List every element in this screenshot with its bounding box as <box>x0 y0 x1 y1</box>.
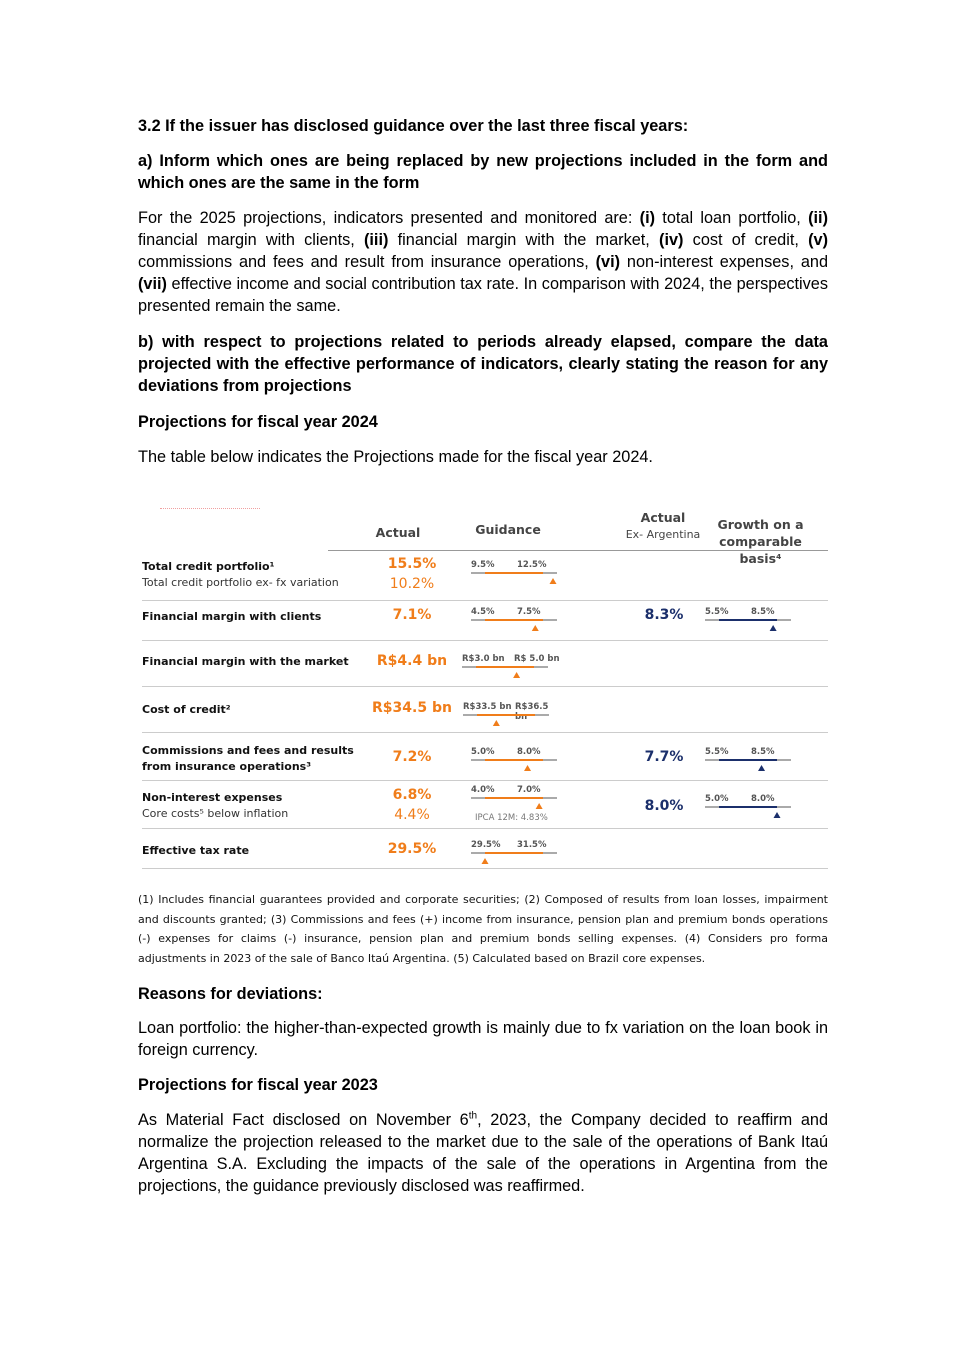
row-label-total-credit: Total credit portfolio¹ Total credit portfolio ex- fx variation <box>142 560 339 589</box>
row-divider <box>142 640 828 641</box>
actual-value: 6.8% <box>392 787 432 803</box>
actual-value: 29.5% <box>387 841 437 857</box>
range-marker-icon <box>536 803 543 809</box>
range-high-label: R$ 5.0 bn <box>514 654 560 664</box>
range-low-label: R$33.5 bn <box>463 702 512 712</box>
proj2024-heading: Projections for fiscal year 2024 <box>138 413 378 431</box>
row-divider <box>142 828 828 829</box>
range-low-label: 29.5% <box>471 840 501 850</box>
row-label-fin-margin-clients: Financial margin with clients <box>142 610 322 623</box>
range-marker-icon <box>513 672 520 678</box>
range-low-label: 5.0% <box>705 794 729 804</box>
range-high-label: 31.5% <box>517 840 547 850</box>
row-divider <box>142 600 828 601</box>
range-low-label: 9.5% <box>471 560 495 570</box>
header-growth-comparable: Growth on a comparable basis⁴ <box>717 517 804 566</box>
range-high-label: 7.5% <box>517 607 541 617</box>
comparable-range <box>705 794 805 830</box>
range-marker-icon <box>758 765 765 771</box>
actual-value-secondary: 4.4% <box>394 807 430 823</box>
range-bar <box>471 617 557 639</box>
table-footnote: (1) Includes financial guarantees provided and corporate securities; (2) Composed of results from loan losses, impairment and discounts granted; (3) Commissions and fees (+) income from insurance, pension plan and premium bonds operations (-) expenses for claims (-) insurance, pension plan and premium bonds selling expenses. (4) Considers pro forma adjustments in 2023 of the sale of Banco Itaú Argentina. (5) Calculated based on Brazil core expenses. <box>138 893 828 965</box>
comparable-range <box>705 607 805 643</box>
range-high-label: 8.0% <box>517 747 541 757</box>
proj2023-text: As Material Fact disclosed on November 6th, 2023, the Company decided to reaffirm and normalize the projection released to the market due to the sale of the operations of Bank Itaú Argentina S.A. Excluding the impacts of the sale of the operations in Argentina from the projections, the guidance previously disclosed was reaffirmed. <box>138 1110 829 1195</box>
range-low-label: 4.0% <box>471 785 495 795</box>
range-high-label: R$36.5 bn <box>515 702 549 722</box>
actual-value-secondary: 10.2% <box>389 576 435 592</box>
guidance-range <box>471 785 571 821</box>
header-actual: Actual <box>375 525 421 540</box>
row-divider <box>142 868 828 869</box>
decorative-dotted-line <box>160 508 260 509</box>
a-heading: a) Inform which ones are being replaced by new projections included in the form and which ones are the same in the form <box>138 152 828 192</box>
range-high-label: 8.5% <box>751 747 775 757</box>
guidance-table <box>138 500 828 870</box>
range-bar <box>471 757 557 779</box>
range-high-label: 8.0% <box>751 794 775 804</box>
reasons-heading: Reasons for deviations: <box>138 985 323 1003</box>
header-guidance: Guidance <box>475 522 541 537</box>
range-low-label: 4.5% <box>471 607 495 617</box>
proj2024-text: The table below indicates the Projections made for the fiscal year 2024. <box>138 448 653 466</box>
row-label-non-interest-expenses: Non-interest expenses Core costs⁵ below inflation <box>142 791 289 820</box>
actual-ex-argentina-value: 8.3% <box>644 607 684 623</box>
proj2023-heading: Projections for fiscal year 2023 <box>138 1076 378 1094</box>
range-bar <box>471 570 557 592</box>
range-low-label: 5.5% <box>705 607 729 617</box>
header-divider <box>328 550 828 551</box>
row-divider <box>142 686 828 687</box>
range-high-label: 7.0% <box>517 785 541 795</box>
guidance-range <box>471 560 571 596</box>
range-bar <box>705 804 791 826</box>
actual-value: R$34.5 bn <box>372 700 452 716</box>
actual-value: 7.1% <box>392 607 432 623</box>
b-heading: b) with respect to projections related to periods already elapsed, compare the data projected with the effective performance of indicators, clearly stating the reason for any deviations from projections <box>138 333 828 395</box>
range-marker-icon <box>774 812 781 818</box>
range-marker-icon <box>532 625 539 631</box>
guidance-range <box>471 840 571 876</box>
row-label-fin-margin-market: Financial margin with the market <box>142 655 349 668</box>
range-marker-icon <box>524 765 531 771</box>
range-high-label: 8.5% <box>751 607 775 617</box>
actual-value: 15.5% <box>387 556 437 572</box>
row-divider <box>142 732 828 733</box>
range-bar <box>705 617 791 639</box>
row-label-effective-tax: Effective tax rate <box>142 844 250 857</box>
actual-ex-argentina-value: 8.0% <box>644 798 684 814</box>
range-bar <box>705 757 791 779</box>
range-bar <box>463 712 549 734</box>
range-marker-icon <box>770 625 777 631</box>
header-actual-ex-argentina: Actual Ex- Argentina <box>625 510 701 541</box>
guidance-range <box>471 747 571 783</box>
actual-value: 7.2% <box>392 749 432 765</box>
range-marker-icon <box>482 858 489 864</box>
a-paragraph: For the 2025 projections, indicators presented and monitored are: (i) total loan portfolio, (ii) financial margin with clients, (iii) financial margin with the market, (iv) cost of credit, (v) commissions and fees and result from insurance operations, (vi) non-interest expenses, and (vii) effective income and social contribution tax rate. In comparison with 2024, the perspectives presented remain the same. <box>138 209 828 315</box>
guidance-range <box>471 607 571 643</box>
row-label-commissions: Commissions and fees and results from insurance operations³ <box>142 744 354 773</box>
range-marker-icon <box>493 720 500 726</box>
comparable-range <box>705 747 805 783</box>
actual-value: R$4.4 bn <box>376 653 448 669</box>
section-heading: 3.2 If the issuer has disclosed guidance over the last three fiscal years: <box>138 117 689 135</box>
range-bar <box>462 664 548 686</box>
row-label-cost-of-credit: Cost of credit² <box>142 703 231 716</box>
range-low-label: 5.5% <box>705 747 729 757</box>
range-marker-icon <box>550 578 557 584</box>
row-divider <box>142 780 828 781</box>
guidance-range <box>462 654 562 690</box>
range-high-label: 12.5% <box>517 560 547 570</box>
actual-ex-argentina-value: 7.7% <box>644 749 684 765</box>
guidance-note: IPCA 12M: 4.83% <box>475 813 548 823</box>
range-low-label: 5.0% <box>471 747 495 757</box>
range-low-label: R$3.0 bn <box>462 654 505 664</box>
reasons-text: Loan portfolio: the higher-than-expected growth is mainly due to fx variation on the loan book in foreign currency. <box>138 1019 828 1059</box>
